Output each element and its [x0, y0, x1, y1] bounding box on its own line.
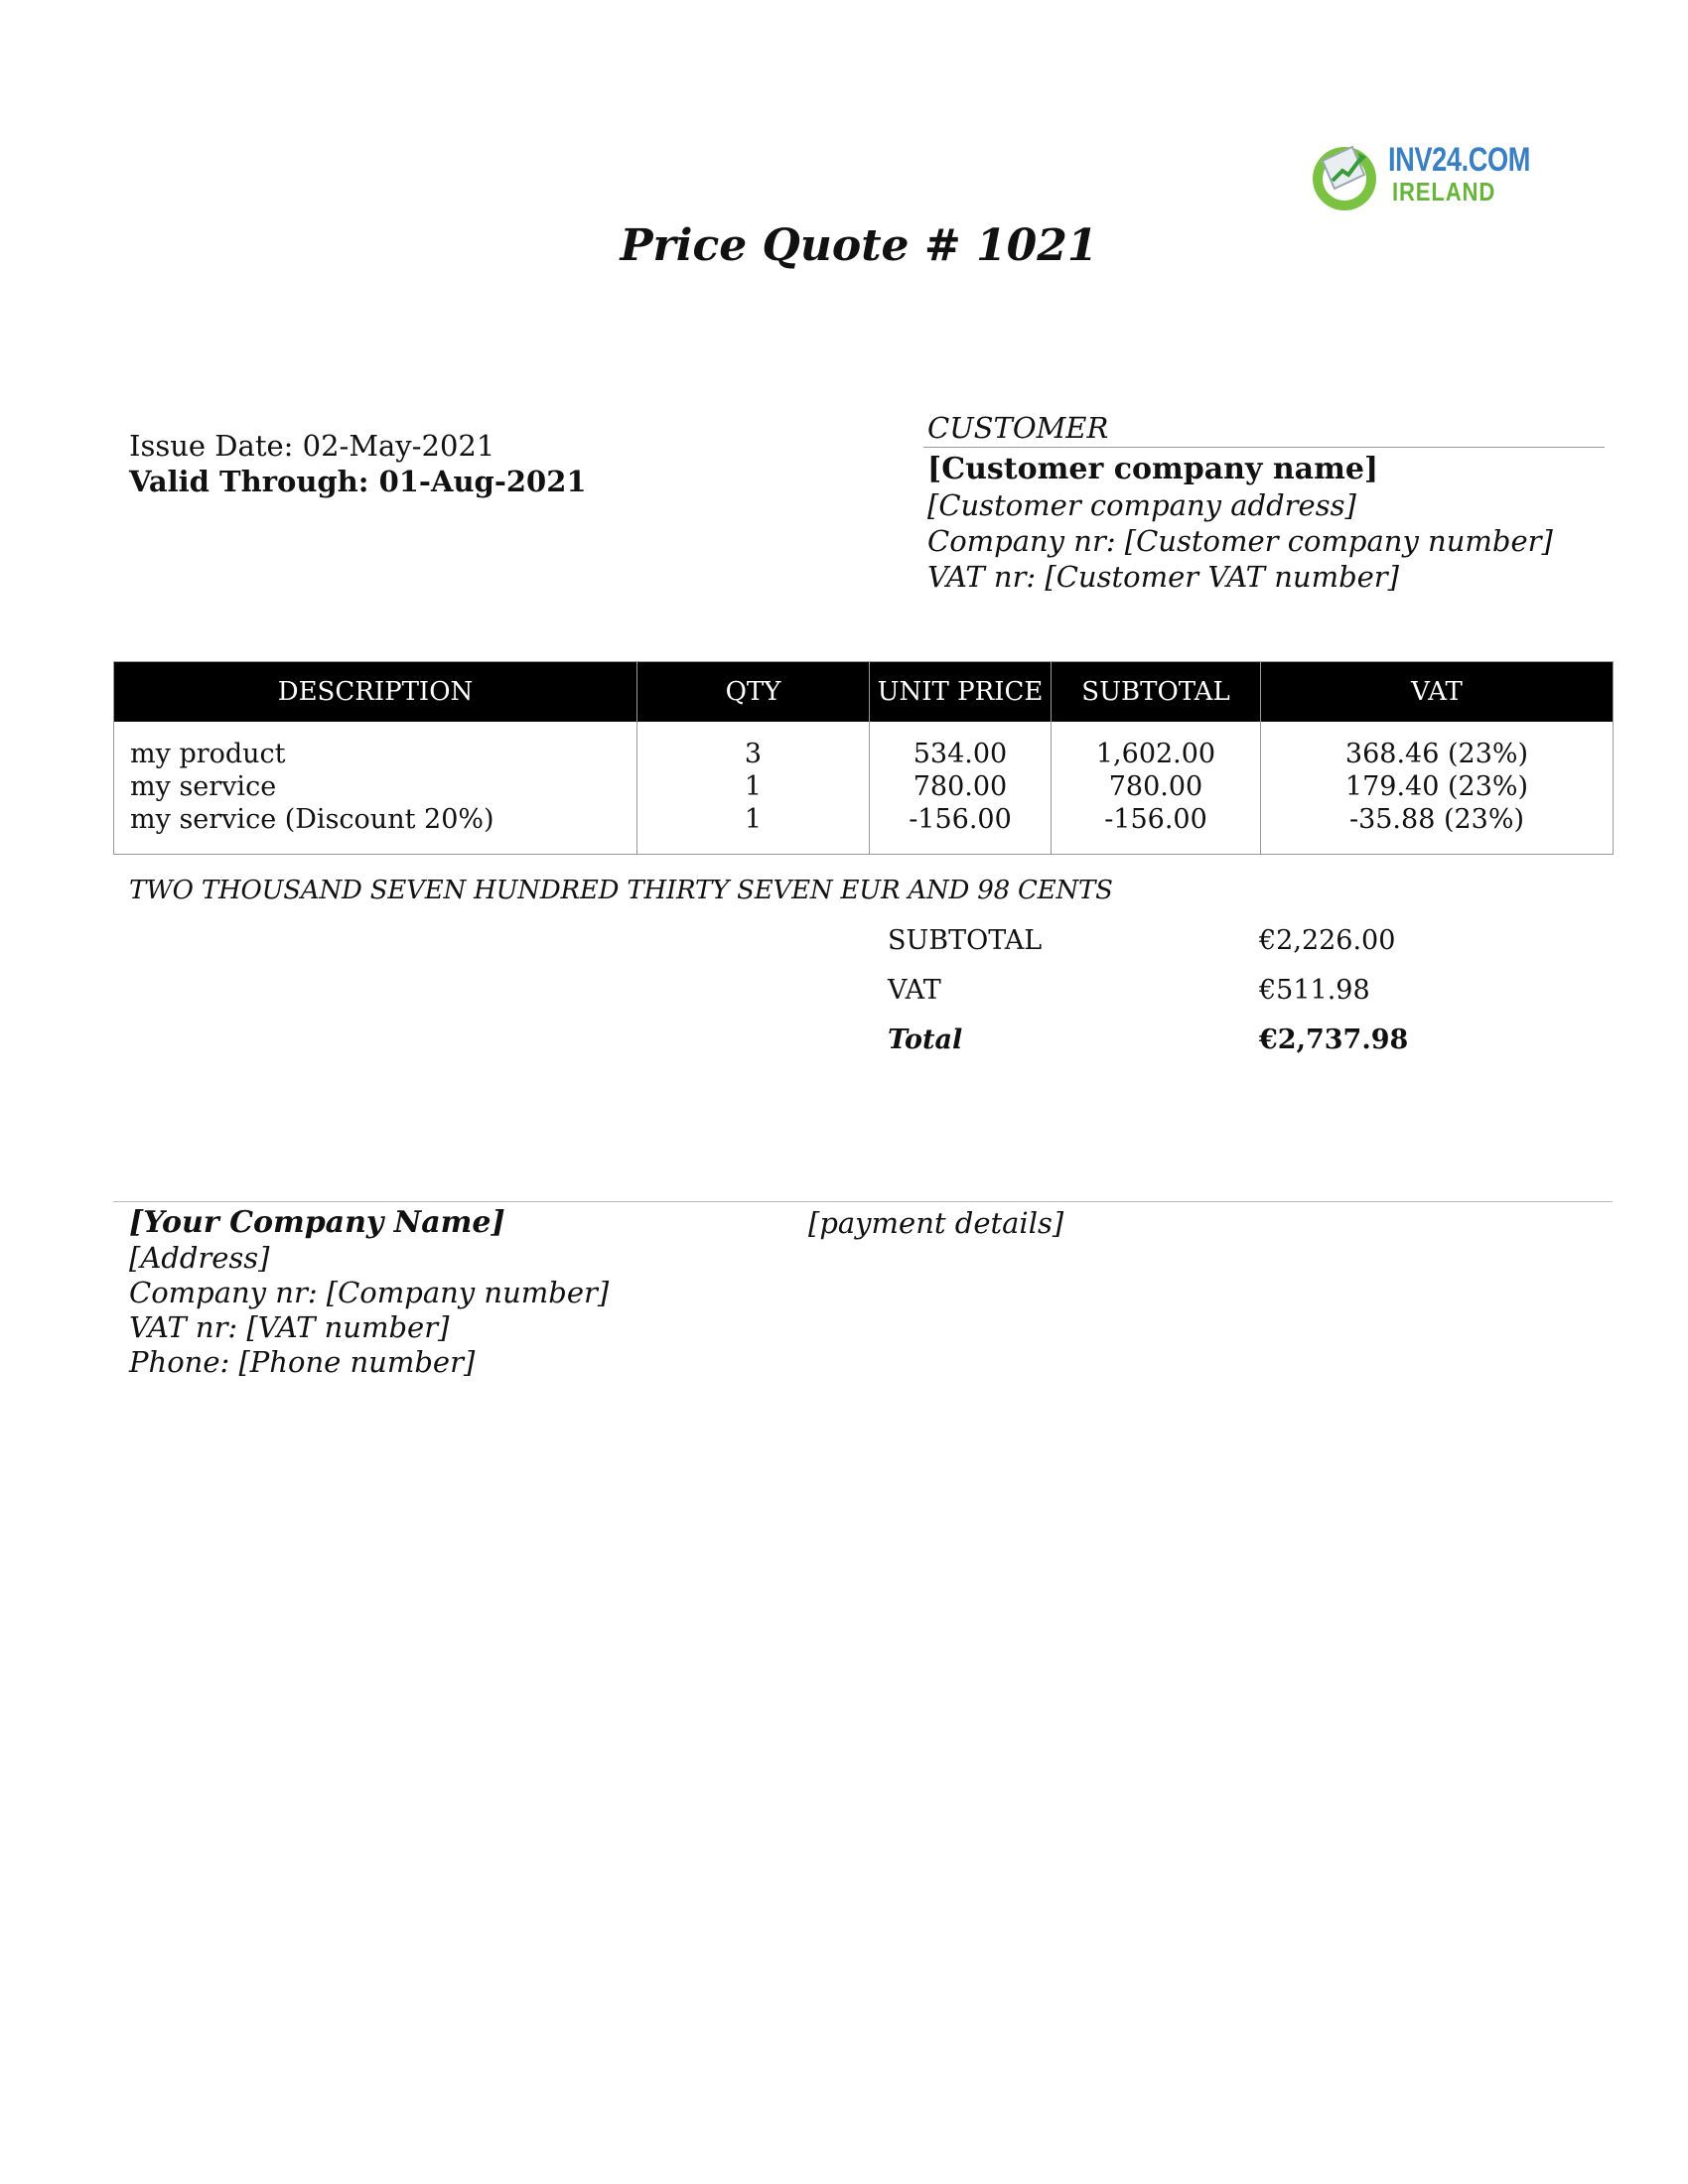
summary-subtotal-label: SUBTOTAL	[888, 925, 1043, 956]
table-cell: 534.00	[913, 739, 1008, 769]
description-cell	[114, 722, 637, 855]
document-title: Price Quote # 1021	[620, 220, 1098, 271]
line-items-table	[113, 661, 1614, 855]
table-cell: my service	[130, 771, 277, 802]
seller-address: [Address]	[129, 1241, 270, 1275]
customer-company-number: Company nr: [Customer company number]	[927, 524, 1553, 558]
column-header-unit-price: UNIT PRICE	[870, 662, 1052, 723]
table-cell: 3	[744, 739, 763, 769]
summary-subtotal-value: €2,226.00	[1259, 925, 1396, 956]
table-header-row	[114, 662, 1614, 723]
summary-vat-value: €511.98	[1259, 975, 1370, 1006]
column-header-vat: VAT	[1261, 662, 1614, 723]
table-cell: 780.00	[1108, 771, 1203, 802]
table-cell: 1,602.00	[1095, 739, 1216, 769]
seller-phone: Phone: [Phone number]	[129, 1345, 476, 1379]
footer-divider	[113, 1201, 1613, 1202]
column-header-description: DESCRIPTION	[114, 662, 637, 723]
table-cell: 368.46 (23%)	[1344, 739, 1529, 769]
table-cell: -156.00	[909, 804, 1012, 835]
table-cell: my service (Discount 20%)	[130, 804, 494, 835]
table-cell: 179.40 (23%)	[1344, 771, 1529, 802]
summary-subtotal-row	[888, 925, 1444, 965]
unit-price-cell	[870, 722, 1052, 855]
seller-company-block	[129, 1205, 609, 1380]
seller-company-name: [Your Company Name]	[129, 1205, 505, 1240]
table-cell: -156.00	[1104, 804, 1207, 835]
payment-details: [payment details]	[808, 1206, 1064, 1240]
table-body-row	[114, 722, 1614, 855]
valid-through-date: Valid Through: 01-Aug-2021	[129, 465, 587, 498]
logo-badge-icon	[1309, 139, 1384, 214]
customer-vat-number: VAT nr: [Customer VAT number]	[927, 560, 1399, 594]
logo-text-line2: IRELAND	[1392, 177, 1496, 206]
summary-total-value: €2,737.98	[1259, 1024, 1409, 1055]
seller-company-number: Company nr: [Company number]	[129, 1276, 610, 1309]
customer-address: [Customer company address]	[927, 488, 1356, 522]
logo-text-line1: INV24.COM	[1388, 141, 1531, 179]
subtotal-cell	[1052, 722, 1261, 855]
summary-total-row	[888, 1024, 1444, 1064]
customer-block	[923, 409, 1605, 595]
summary-vat-row	[888, 975, 1444, 1015]
brand-logo	[1309, 137, 1531, 216]
summary-total-label: Total	[888, 1024, 963, 1055]
issue-date: Issue Date: 02-May-2021	[129, 429, 495, 463]
seller-vat-number: VAT nr: [VAT number]	[129, 1310, 450, 1344]
amount-in-words: TWO THOUSAND SEVEN HUNDRED THIRTY SEVEN EUR AND 98 CENTS	[129, 876, 1113, 905]
table-cell: 780.00	[913, 771, 1008, 802]
customer-label: CUSTOMER	[923, 409, 1605, 448]
qty-cell	[637, 722, 870, 855]
table-cell: my product	[130, 739, 286, 769]
table-cell: 1	[744, 771, 763, 802]
table-cell: -35.88 (23%)	[1348, 804, 1525, 835]
customer-name: [Customer company name]	[927, 452, 1379, 486]
column-header-qty: QTY	[637, 662, 870, 723]
column-header-subtotal: SUBTOTAL	[1052, 662, 1261, 723]
vat-cell	[1261, 722, 1614, 855]
summary-vat-label: VAT	[888, 975, 941, 1006]
table-cell: 1	[744, 804, 763, 835]
